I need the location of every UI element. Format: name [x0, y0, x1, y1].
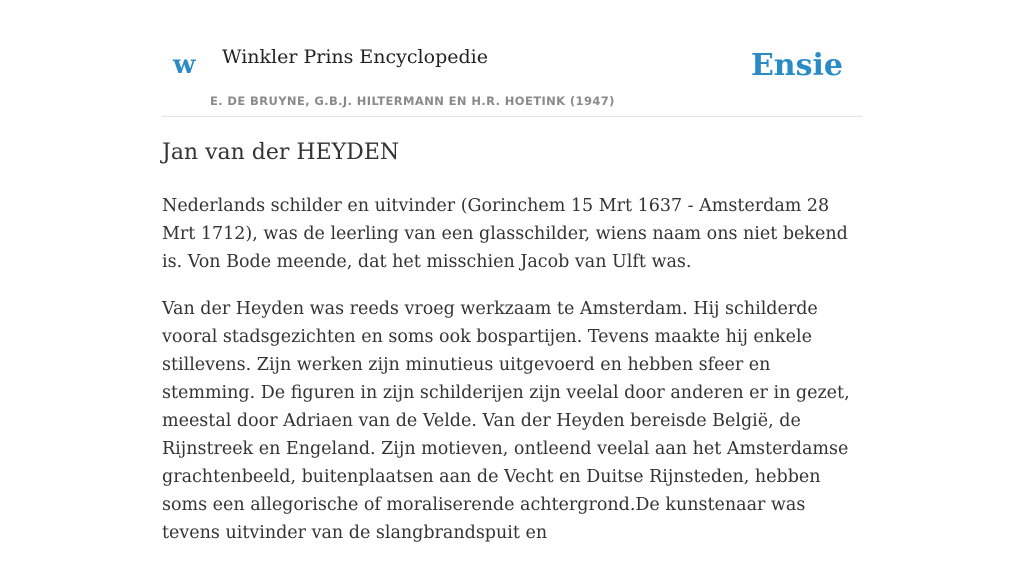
publication-title[interactable]: Winkler Prins Encyclopedie [222, 46, 488, 68]
article-paragraph: Nederlands schilder en uitvinder (Gorinchem 15 Mrt 1637 - Amsterdam 28 Mrt 1712), was de leerling van een glasschilder, wiens naam ons niet bekend is. Von Bode meende, dat het misschien Jacob van Ulft was. [162, 196, 848, 272]
page-container [162, 0, 862, 543]
publication-logo[interactable]: w [173, 50, 196, 80]
ensie-brand-link[interactable]: Ensie [750, 48, 843, 83]
article-title: Jan van der HEYDEN [162, 140, 400, 165]
article-paragraph: Van der Heyden was reeds vroeg werkzaam te Amsterdam. Hij schilderde vooral stadsgezichten en soms ook bospartijen. Tevens maakte hij enkele stillevens. Zijn werken zijn minutieus uitgevoerd en hebben sfeer en stemming. De figuren in zijn schilderijen zijn veelal door anderen er in gezet, meestal door Adriaen van de Velde. Van der Heyden bereisde België, de Rijnstreek en Engeland. Zijn motieven, ontleend veelal aan het Amsterdamse grachtenbeeld, buitenplaatsen aan de Vecht en Duitse Rijnsteden, hebben soms een allegorische of moraliserende achtergrond.De kunstenaar was tevens uitvinder van de slangbrandspuit en [162, 299, 850, 543]
publication-header [162, 0, 862, 117]
article-body [162, 192, 862, 566]
publication-authors: E. DE BRUYNE, G.B.J. HILTERMANN EN H.R. HOETINK (1947) [210, 94, 615, 108]
